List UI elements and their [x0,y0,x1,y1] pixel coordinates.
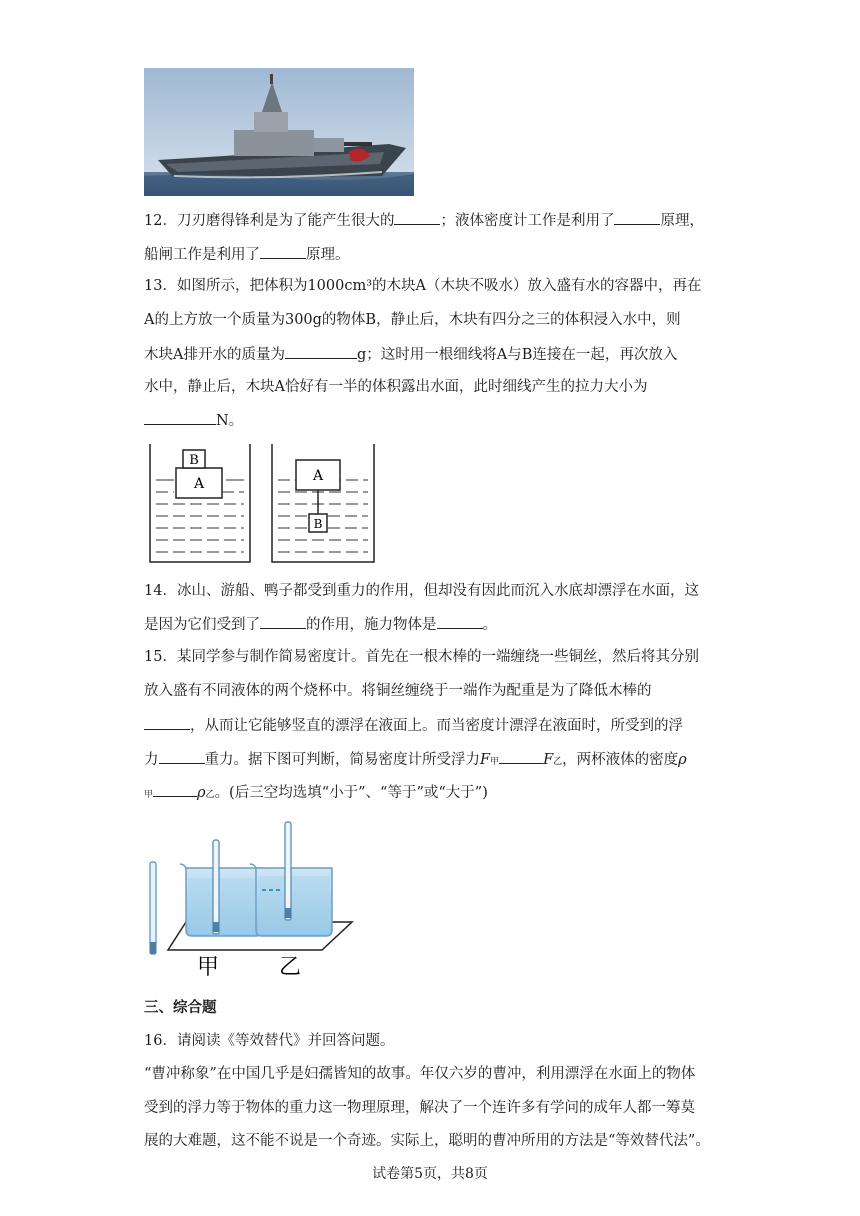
label-a-right: A [312,468,324,484]
q12-text-c: 原理， [660,213,704,229]
q13-text-c: N。 [216,413,244,429]
q12-line-1 [144,210,704,231]
section-3-title: 三、综合题 [144,1000,217,1016]
q15-text-d: ，两杯液体的密度 [562,752,679,768]
q14-blank-2[interactable] [437,614,483,629]
q12-text-e: 原理。 [306,247,350,263]
subscript-yi-2: 乙 [205,790,215,800]
q13-blank-1[interactable] [285,344,357,359]
page-footer: 试卷第5页，共8页 [372,1166,488,1182]
q13-line-4: 水中，静止后，木块A恰好有一半的体积露出水面，此时细线产生的拉力大小为 [144,379,648,395]
q12-text-d: 船闸工作是利用了 [144,247,260,263]
q15-text-e: 。(后三空均选填“小于”、“等于”或“大于”) [214,785,488,801]
q15-text-c: 重力。据下图可判断，简易密度计所受浮力 [204,752,480,768]
q16-line-2: “曹冲称象”在中国几乎是妇孺皆知的故事。年仅六岁的曹冲，利用漂浮在水面上的物体 [144,1066,696,1082]
q14-line-2 [144,614,497,635]
q14-line-1: 14．冰山、游船、鸭子都受到重力的作用，但却没有因此而沉入水底却漂浮在水面，这 [144,583,699,599]
q13-text-a: 木块A排开水的质量为 [144,347,285,363]
q14-text-a: 是因为它们受到了 [144,617,260,633]
q15-line-5 [144,782,488,805]
q15-blank-3[interactable] [499,749,543,764]
q12-line-2 [144,244,350,265]
symbol-f-jia: F [480,752,491,768]
q13-line-1: 13．如图所示，把体积为1000cm³的木块A（木块不吸水）放入盛有水的容器中，再在 [144,278,702,294]
q13-line-3 [144,344,677,365]
subscript-jia: 甲 [490,757,500,767]
symbol-rho-yi: ρ [197,785,206,801]
q13-container-figure [144,442,380,566]
q14-text-c: 。 [482,617,497,633]
q14-text-b: 的作用，施力物体是 [306,617,437,633]
label-a-left: A [193,476,205,492]
label-b-right: B [313,517,323,531]
q15-text-a: ，从而让它能够竖直的漂浮在液面上。而当密度计漂浮在液面时，所受到的浮 [190,718,683,734]
q12-text-b: ；液体密度计工作是利用了 [440,213,615,229]
q15-blank-2[interactable] [159,749,205,764]
q15-line-4 [144,749,687,772]
q13-line-5 [144,410,243,431]
q12-blank-1[interactable] [394,210,440,225]
q13-line-2: A的上方放一个质量为300g的物体B，静止后，木块有四分之三的体积浸入水中，则 [144,312,681,328]
q13-blank-2[interactable] [144,410,216,425]
label-yi: 乙 [278,955,302,980]
symbol-f-yi: F [543,752,554,768]
warship-photo [144,68,414,196]
q12-blank-3[interactable] [260,244,306,259]
q13-text-b: g；这时用一根细线将A与B连接在一起，再次放入 [356,347,678,363]
q12-blank-2[interactable] [614,210,660,225]
q15-blank-4[interactable] [153,782,197,797]
q15-text-b: 力 [144,752,159,768]
q15-blank-1[interactable] [144,715,190,730]
q15-beaker-figure [144,818,364,980]
q15-line-1: 15．某同学参与制作简易密度计。首先在一根木棒的一端缠绕一些铜丝，然后将其分别 [144,649,699,665]
q16-line-3: 受到的浮力等于物体的重力这一物理原理，解决了一个连许多有学问的成年人都一筹莫 [144,1100,695,1116]
subscript-yi: 乙 [553,757,563,767]
q16-line-4: 展的大难题，这不能不说是一个奇迹。实际上，聪明的曹冲所用的方法是“等效替代法”。 [144,1133,710,1149]
label-jia: 甲 [196,955,220,980]
subscript-jia-2: 甲 [144,790,154,800]
label-b-left: B [189,453,199,468]
q12-text-a: 12．刀刃磨得锋利是为了能产生很大的 [144,213,395,229]
q16-line-1: 16．请阅读《等效替代》并回答问题。 [144,1033,395,1049]
q15-line-2: 放入盛有不同液体的两个烧杯中。将铜丝缠绕于一端作为配重是为了降低木棒的 [144,683,652,699]
q15-line-3 [144,715,683,736]
symbol-rho-jia: ρ [678,752,687,768]
q14-blank-1[interactable] [260,614,306,629]
